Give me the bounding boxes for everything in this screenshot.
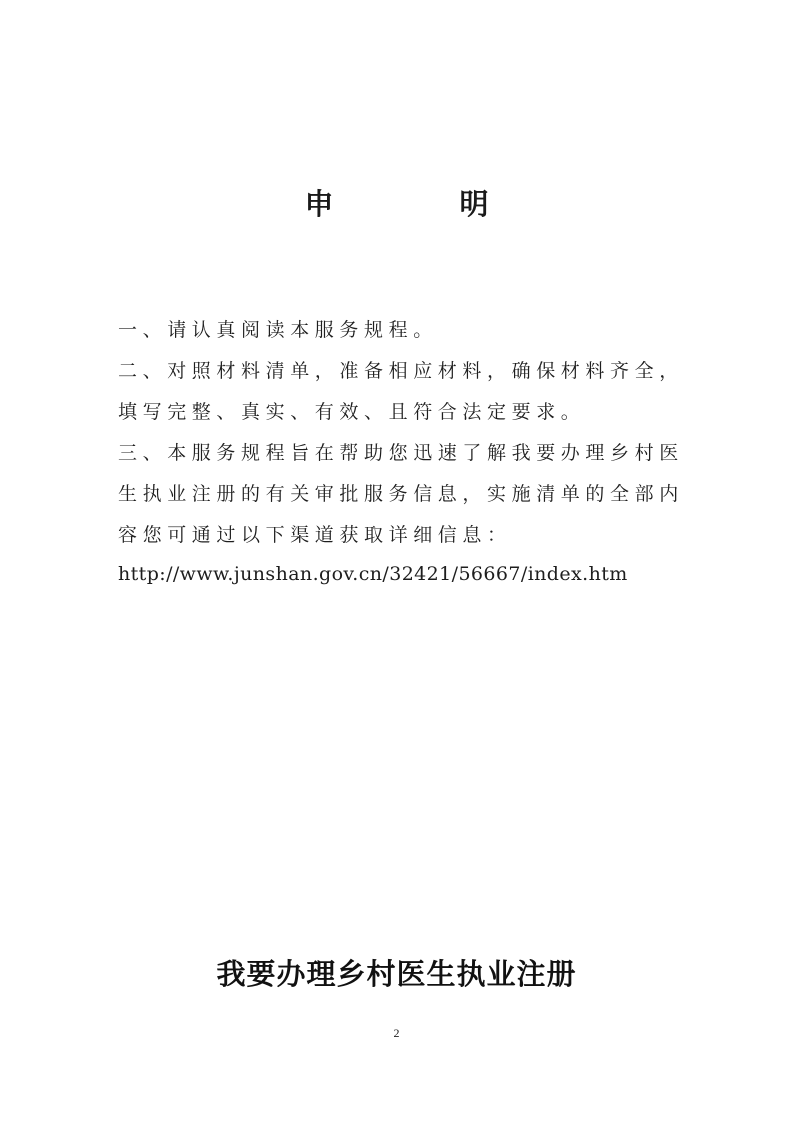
- service-title: 我要办理乡村医生执业注册: [216, 957, 577, 991]
- page-number: 2: [393, 1026, 400, 1040]
- statement-body: [118, 310, 688, 556]
- page-title: 申 明: [304, 187, 547, 221]
- info-url-link[interactable]: http://www.junshan.gov.cn/32421/56667/index.htm: [118, 563, 628, 585]
- statement-item-2: 二、对照材料清单，准备相应材料，确保材料齐全，填写完整、真实、有效、且符合法定要求。: [118, 360, 684, 423]
- statement-item-1: 一、请认真阅读本服务规程。: [118, 319, 438, 341]
- statement-item-3: 三、本服务规程旨在帮助您迅速了解我要办理乡村医生执业注册的有关审批服务信息，实施清单的全部内容您可通过以下渠道获取详细信息：: [118, 442, 684, 546]
